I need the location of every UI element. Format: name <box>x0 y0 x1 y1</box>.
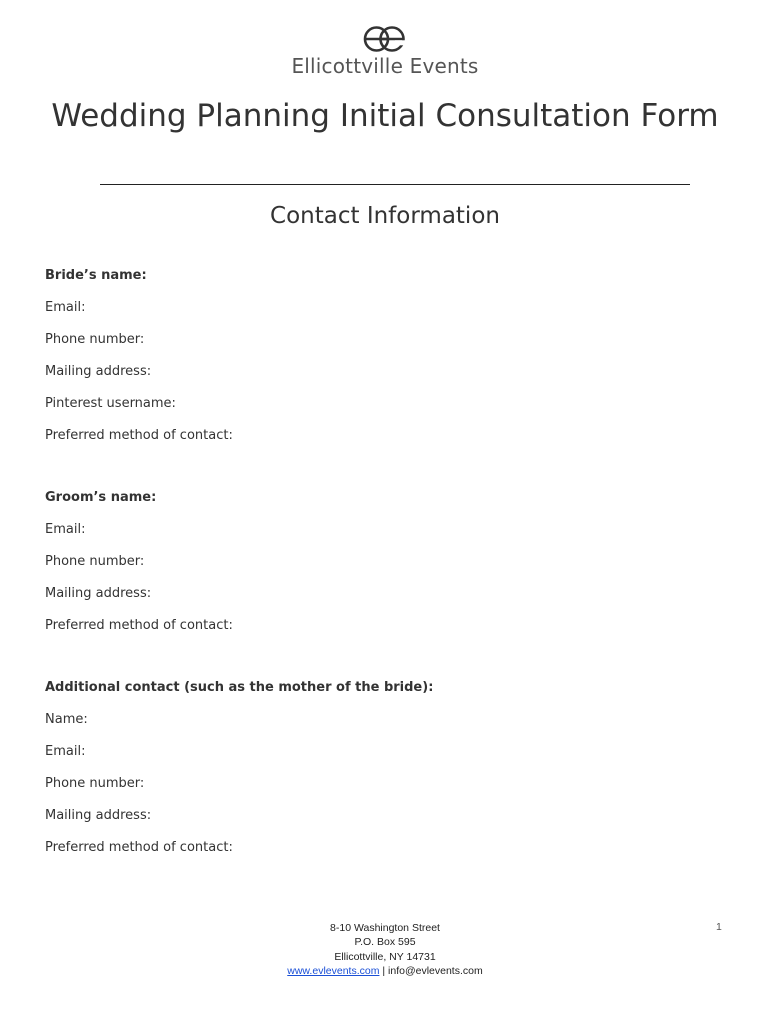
footer-street: 8-10 Washington Street <box>330 922 440 934</box>
bride-preferred-contact-label: Preferred method of contact: <box>45 428 233 443</box>
bride-email-label: Email: <box>45 300 86 315</box>
groom-name-label: Groom’s name: <box>45 490 157 505</box>
footer-city: Ellicottville, NY 14731 <box>334 950 436 963</box>
groom-preferred-contact-label: Preferred method of contact: <box>45 618 233 633</box>
footer-separator: | <box>379 964 389 977</box>
additional-contact-heading: Additional contact (such as the mother of the bride): <box>45 680 434 695</box>
footer-contact-line <box>0 964 770 978</box>
bride-mailing-label: Mailing address: <box>45 364 152 379</box>
additional-email-label: Email: <box>45 744 86 759</box>
footer-address <box>0 921 770 978</box>
groom-email-label: Email: <box>45 522 86 537</box>
groom-mailing-label: Mailing address: <box>45 586 152 601</box>
bride-pinterest-label: Pinterest username: <box>45 396 176 411</box>
title-divider <box>100 184 690 185</box>
groom-phone-label: Phone number: <box>45 554 145 569</box>
additional-mailing-label: Mailing address: <box>45 808 152 823</box>
bride-name-label: Bride’s name: <box>45 268 147 283</box>
additional-phone-label: Phone number: <box>45 776 145 791</box>
section-title: Contact Information <box>270 203 500 229</box>
logo-ee-icon <box>362 24 408 54</box>
page-number: 1 <box>716 921 722 933</box>
logo-text: Ellicottville Events <box>291 54 479 78</box>
additional-preferred-contact-label: Preferred method of contact: <box>45 840 233 855</box>
bride-phone-label: Phone number: <box>45 332 145 347</box>
footer-email: info@evlevents.com <box>388 964 483 977</box>
page-title: Wedding Planning Initial Consultation Form <box>51 98 719 134</box>
footer-website-link[interactable]: www.evlevents.com <box>287 964 380 977</box>
additional-name-label: Name: <box>45 712 88 727</box>
footer-pobox: P.O. Box 595 <box>354 936 416 949</box>
logo <box>0 24 770 78</box>
